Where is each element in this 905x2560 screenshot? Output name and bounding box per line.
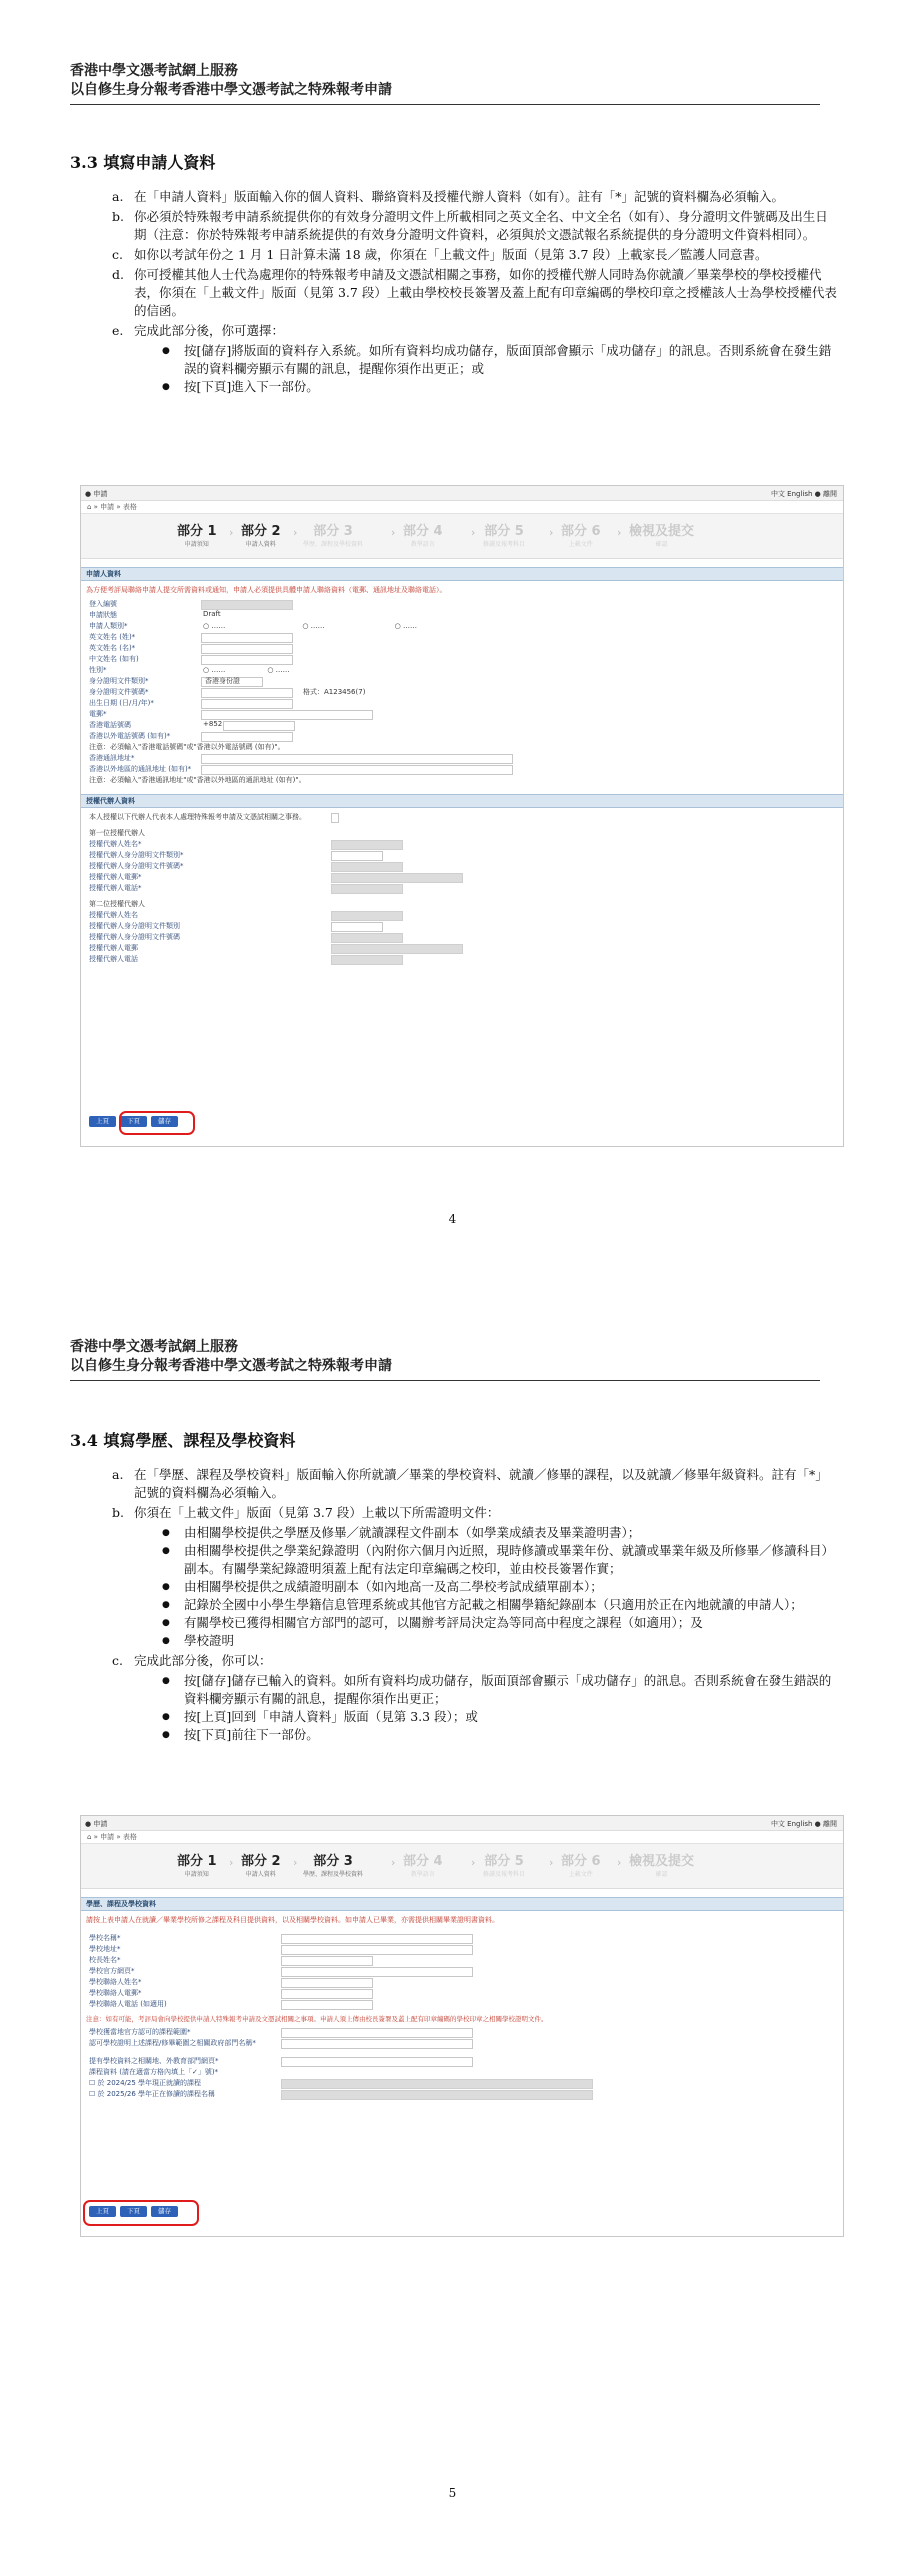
bullet-item: ● 按[儲存]將版面的資料存入系統。如所有資料均成功儲存，版面頂部會顯示「成功儲存」的訊息。否則系統會在發生錯誤的資料欄旁顯示有關的訊息，提醒你須作出更正；或 <box>162 342 838 378</box>
arrow-icon: › <box>617 1856 622 1869</box>
step-sub: 申請須知 <box>184 1871 209 1878</box>
instruction-list <box>112 1466 838 1746</box>
hk-address-input[interactable] <box>201 754 513 764</box>
form-row <box>81 861 843 872</box>
step-5 <box>483 520 525 548</box>
bullet-item: ● 由相關學校提供之學業紀錄證明（內附你六個月內近照，現時修讀或畢業年份、就讀或畢業年級及所修畢／修讀科目）副本。有關學業紀錄證明須蓋上配有法定印章編碼之校印，並由校長簽署作實； <box>162 1542 838 1578</box>
field-label: 授權代辦人身分證明文件類別 <box>89 922 180 930</box>
gov-dept-input[interactable] <box>281 2039 473 2049</box>
given-name-input[interactable] <box>201 644 293 654</box>
header-divider <box>70 104 820 105</box>
field-label: 學校獲當地官方認可的課程範圍* <box>89 2028 191 2036</box>
page-header <box>70 1338 392 1376</box>
form-row <box>81 1966 843 1977</box>
form-row <box>81 850 843 861</box>
step-label: 部分 1 <box>177 524 217 539</box>
menu-apply[interactable]: ● 申請 <box>85 1820 108 1828</box>
agent1-id-type[interactable] <box>331 851 383 861</box>
form-row <box>81 910 843 921</box>
step-indicator <box>81 514 843 559</box>
field-label: 登入編號 <box>89 600 117 608</box>
arrow-icon: › <box>549 1856 554 1869</box>
field-label: 身分證明文件類別* <box>89 677 149 685</box>
step-sub: 學歷、課程及學校資料 <box>303 541 364 548</box>
form-row <box>81 1944 843 1955</box>
field-label: 授權代辦人電郵 <box>89 944 138 952</box>
contact-name-input[interactable] <box>281 1978 373 1988</box>
item-text: 在「學歷、課程及學校資料」版面輸入你所就讀／畢業的學校資料、就讀／修畢的課程，以及就讀／修畢年級資料。註有「*」記號的資料欄為必須輸入。 <box>134 1467 828 1500</box>
arrow-icon: › <box>471 1856 476 1869</box>
form-row <box>81 921 843 932</box>
form-row <box>81 632 843 643</box>
form-row <box>81 654 843 665</box>
arrow-icon: › <box>229 526 234 539</box>
step-5 <box>483 1850 525 1878</box>
field-label: 授權代辦人姓名 <box>89 911 138 919</box>
form-row <box>81 883 843 894</box>
page-5 <box>0 1280 905 2560</box>
field-label: 香港電話號碼 <box>89 721 131 729</box>
form-row <box>81 2078 843 2089</box>
form-row <box>81 698 843 709</box>
arrow-icon: › <box>293 1856 298 1869</box>
step-1 <box>177 520 217 548</box>
field-label: 校長姓名* <box>89 1956 121 1964</box>
form-row <box>81 643 843 654</box>
form-row <box>81 2067 843 2078</box>
gender-radios[interactable]: ○ …… ○ …… <box>203 666 290 674</box>
field-label: 學校官方網頁* <box>89 1967 135 1975</box>
list-item <box>112 1466 838 1502</box>
item-text: 你須在「上載文件」版面（見第 3.7 段）上載以下所需證明文件： <box>134 1505 500 1520</box>
id-type-value: 香港身份證 <box>205 677 240 685</box>
header-line-2: 以自修生身分報考香港中學文憑考試之特殊報考申請 <box>70 82 392 98</box>
bullet-list <box>162 342 838 396</box>
bullet-list <box>162 1672 838 1744</box>
dob-input[interactable] <box>201 699 293 709</box>
step-4 <box>403 1850 443 1878</box>
step-6 <box>561 520 601 548</box>
form-row <box>81 2089 843 2100</box>
field-label: 英文姓名 (姓)* <box>89 633 136 641</box>
list-item <box>112 322 838 396</box>
step-label: 部分 4 <box>403 524 443 539</box>
bullet-item: ● 按[下頁]前往下一部份。 <box>162 1726 838 1744</box>
field-label: 香港通訊地址* <box>89 754 135 762</box>
step-sub: 教學語言 <box>410 541 435 548</box>
field-label: 英文姓名 (名)* <box>89 644 136 652</box>
course-check-2[interactable]: ☐ 於 2025/26 學年正在修讀的課程名稱 <box>89 2090 216 2098</box>
menu-apply[interactable]: ● 申請 <box>85 490 108 498</box>
item-text: 如你以考試年份之 1 月 1 日計算未滿 18 歲，你須在「上載文件」版面（見第 3.7 段）上載家長／監護人同意書。 <box>134 247 768 262</box>
arrow-icon: › <box>549 526 554 539</box>
prev-button[interactable]: 上頁 <box>89 1116 116 1127</box>
header-divider <box>70 1380 820 1381</box>
bullet-item: ● 由相關學校提供之學歷及修畢／就讀課程文件副本（如學業成績表及畢業證明書）； <box>162 1524 838 1542</box>
highlight-box <box>119 1111 195 1135</box>
field-label: 香港以外電話號碼 (如有)* <box>89 732 171 740</box>
overseas-address-input[interactable] <box>201 765 513 775</box>
step-sub: 修讀及報考科目 <box>483 1871 526 1878</box>
step-label: 檢視及提交 <box>629 1854 695 1869</box>
form-row <box>81 1933 843 1944</box>
bullet-item: ● 由相關學校提供之成績證明副本（如內地高一及高二學校考試成績單副本）； <box>162 1578 838 1596</box>
save-button[interactable]: 儲存 <box>151 1116 178 1127</box>
field-label: 授權代辦人身分證明文件號碼* <box>89 862 184 870</box>
item-marker: c. <box>112 1653 123 1668</box>
section-title: 3.3 填寫申請人資料 <box>70 153 216 172</box>
applicant-form-screenshot <box>80 485 844 1147</box>
step-1 <box>177 1850 217 1878</box>
arrow-icon: › <box>471 526 476 539</box>
section-bar: 申請人資料 <box>81 567 843 581</box>
step-label: 部分 6 <box>561 524 601 539</box>
overseas-phone-input[interactable] <box>201 732 293 742</box>
item-marker: a. <box>112 189 124 204</box>
form-row <box>81 2056 843 2067</box>
step-label: 部分 3 <box>313 524 353 539</box>
step-label: 部分 1 <box>177 1854 217 1869</box>
form-row <box>81 665 843 676</box>
step-label: 部分 3 <box>313 1854 353 1869</box>
contact-email-input[interactable] <box>281 1989 373 1999</box>
arrow-icon: › <box>293 526 298 539</box>
id-format-hint: 格式：A123456(7) <box>303 688 366 696</box>
agent2-name[interactable] <box>331 911 403 921</box>
item-marker: c. <box>112 247 123 262</box>
page-number: 4 <box>448 1212 457 1226</box>
list-item <box>112 208 838 244</box>
bullet-list <box>162 1524 838 1650</box>
applicant-type-radios[interactable]: ○ …… ○ …… ○ …… <box>203 622 417 630</box>
list-item <box>112 188 838 206</box>
form-row <box>81 687 843 698</box>
course-scope-input[interactable] <box>281 2028 473 2038</box>
agent2-title: 第二位授權代辦人 <box>89 900 145 908</box>
field-label: 香港以外地區的通訊地址 (如有)* <box>89 765 192 773</box>
school-name-input[interactable] <box>281 1934 473 1944</box>
language-links[interactable]: 中文 English ● 離開 <box>770 490 837 498</box>
form-row <box>81 932 843 943</box>
step-label: 部分 6 <box>561 1854 601 1869</box>
page-header <box>70 62 392 100</box>
step-review <box>629 520 694 548</box>
field-label: 申請狀態 <box>89 611 117 619</box>
step-sub: 申請須知 <box>184 541 209 548</box>
education-form-screenshot <box>80 1815 844 2237</box>
form-row <box>81 1999 843 2010</box>
bullet-item: ● 按[儲存]儲存已輸入的資料。如所有資料均成功儲存，版面頂部會顯示「成功儲存」的訊息。否則系統會在發生錯誤的資料欄旁顯示有關的訊息，提醒你須作出更正； <box>162 1672 838 1708</box>
step-label: 檢視及提交 <box>629 524 695 539</box>
prev-button[interactable]: 上頁 <box>89 2206 116 2217</box>
header-line-1: 香港中學文憑考試網上服務 <box>70 1339 238 1355</box>
login-id-value <box>201 600 293 610</box>
bullet-item: ● 按[上頁]回到「申請人資料」版面（見第 3.3 段）；或 <box>162 1708 838 1726</box>
list-item <box>112 1652 838 1744</box>
field-label: 授權代辦人電郵* <box>89 873 142 881</box>
step-3 <box>303 520 363 548</box>
form-row <box>81 2038 843 2056</box>
form-row <box>81 1955 843 1966</box>
header-line-1: 香港中學文憑考試網上服務 <box>70 63 238 79</box>
agent-checkbox[interactable] <box>331 813 339 823</box>
school-address-input[interactable] <box>281 1945 473 1955</box>
next-button[interactable]: 下頁 <box>120 2206 147 2217</box>
form-row <box>81 599 843 610</box>
status-value: Draft <box>203 610 221 618</box>
field-label: 申請人類別* <box>89 622 128 630</box>
school-fields <box>81 1933 843 2100</box>
step-sub: 學歷、課程及學校資料 <box>303 1871 364 1878</box>
field-label: 學校聯絡人姓名* <box>89 1978 142 1986</box>
item-marker: b. <box>112 209 124 224</box>
agent2-email[interactable] <box>331 944 463 954</box>
form-row <box>81 709 843 720</box>
form-row <box>81 764 843 775</box>
address-note: 注意：必須輸入"香港通訊地址"或"香港以外地區的通訊地址 (如有)"。 <box>89 776 306 784</box>
step-sub: 確認 <box>655 541 668 548</box>
form-row <box>81 954 843 965</box>
step-sub: 上載文件 <box>568 1871 593 1878</box>
item-marker: a. <box>112 1467 124 1482</box>
course-2-input[interactable] <box>281 2090 593 2100</box>
form-row <box>81 775 843 786</box>
agent1-email[interactable] <box>331 873 463 883</box>
field-label: 中文姓名 (如有) <box>89 655 139 663</box>
bullet-item: ● 記錄於全國中小學生學籍信息管理系統或其他官方記載之相關學籍紀錄副本（只適用於正在內地就讀的申請人）； <box>162 1596 838 1614</box>
step-label: 部分 4 <box>403 1854 443 1869</box>
bullet-item: ● 按[下頁]進入下一部份。 <box>162 378 838 396</box>
school-note: 注意：如有可能，考評局會向學校提供申請人特殊報考申請及文憑試相關之事項。申請人須上傳由校長簽署及蓋上配有印章編碼的學校印章之相關學校證明文件。 <box>86 2015 548 2023</box>
agent2-id-number[interactable] <box>331 933 403 943</box>
form-row <box>81 621 843 632</box>
list-item <box>112 246 838 264</box>
form-row <box>81 899 843 910</box>
course-1-input[interactable] <box>281 2079 593 2089</box>
form-row <box>81 1988 843 1999</box>
field-label: 學校地址* <box>89 1945 121 1953</box>
edu-dept-website-input[interactable] <box>281 2057 473 2067</box>
form-note: 為方便考評局聯絡申請人提交所需資料或通知，申請人必須提供具體申請人聯絡資料（電郵、通訊地址及聯絡電話）。 <box>86 586 447 594</box>
field-label: 出生日期 (日/月/年)* <box>89 699 154 707</box>
breadcrumb: ⌂ » 申請 » 表格 <box>81 501 843 514</box>
school-website-input[interactable] <box>281 1967 473 1977</box>
field-label: 學校聯絡人電郵* <box>89 1989 142 1997</box>
next-button[interactable]: 下頁 <box>120 1116 147 1127</box>
step-label: 部分 2 <box>241 1854 281 1869</box>
step-label: 部分 5 <box>484 1854 524 1869</box>
step-sub: 修讀及報考科目 <box>483 541 526 548</box>
check-label: 於 2025/26 學年正在修讀的課程名稱 <box>97 2090 216 2098</box>
surname-input[interactable] <box>201 633 293 643</box>
step-sub: 申請人資料 <box>245 541 276 548</box>
form-row <box>81 676 843 687</box>
item-text: 你可授權其他人士代為處理你的特殊報考申請及文憑試相關之事務，如你的授權代辦人同時為你就讀／畢業學校的學校授權代表，你須在「上載文件」版面（見第 3.7 段）上載由學校校長簽署及蓋上配有印章編碼的學校印章之授權該人士為學校授權代表的信函。 <box>134 267 837 318</box>
field-label: 授權代辦人身分證明文件類別* <box>89 851 184 859</box>
section-title: 3.4 填寫學歷、課程及學校資料 <box>70 1431 296 1450</box>
page-number: 5 <box>448 2486 457 2500</box>
agent2-phone[interactable] <box>331 955 403 965</box>
step-4 <box>403 520 443 548</box>
email-input[interactable] <box>201 710 373 720</box>
step-2 <box>241 520 281 548</box>
id-number-input[interactable] <box>201 688 293 698</box>
field-label: 授權代辦人姓名* <box>89 840 142 848</box>
agent-section-bar: 授權代辦人資料 <box>81 794 843 808</box>
field-label: 授權代辦人電話* <box>89 884 142 892</box>
item-text: 完成此部分後，你可選擇： <box>134 323 285 338</box>
form-row <box>81 828 843 839</box>
language-links[interactable]: 中文 English ● 離開 <box>770 1820 837 1828</box>
arrow-icon: › <box>229 1856 234 1869</box>
item-marker: e. <box>112 323 124 338</box>
item-marker: d. <box>112 267 124 282</box>
agent2-id-type[interactable] <box>331 922 383 932</box>
step-sub: 上載文件 <box>568 541 593 548</box>
hk-phone-input[interactable] <box>223 721 295 731</box>
item-text: 在「申請人資料」版面輸入你的個人資料、聯絡資料及授權代辦人資料（如有）。註有「*」記號的資料欄為必須輸入。 <box>134 189 785 204</box>
check-label: 於 2024/25 學年現正就讀的課程 <box>97 2079 202 2087</box>
step-sub: 申請人資料 <box>245 1871 276 1878</box>
step-2 <box>241 1850 281 1878</box>
form-row <box>81 731 843 742</box>
field-label: 電郵* <box>89 710 107 718</box>
field-label: 授權代辦人身分證明文件號碼 <box>89 933 180 941</box>
step-label: 部分 2 <box>241 524 281 539</box>
field-label: 學校聯絡人電話 (如適用) <box>89 2000 167 2008</box>
form-row <box>81 943 843 954</box>
step-sub: 教學語言 <box>410 1871 435 1878</box>
agent1-title: 第一位授權代辦人 <box>89 829 145 837</box>
chinese-name-input[interactable] <box>201 655 293 665</box>
contact-phone-input[interactable] <box>281 2000 373 2010</box>
step-indicator <box>81 1844 843 1889</box>
topbar <box>81 1816 843 1831</box>
bullet-item: ● 有關學校已獲得相關官方部門的認可，以關辦考評局決定為等同高中程度之課程（如適用）；及 <box>162 1614 838 1632</box>
form-note: 請按上表申請人在就讀／畢業學校所修之課程及科目提供資料，以及相關學校資料。如申請人已畢業，亦需提供相關畢業證明書資料。 <box>86 1916 499 1924</box>
hk-code-value: +852 <box>203 720 223 728</box>
phone-note: 注意：必須輸入"香港電話號碼"或"香港以外電話號碼 (如有)"。 <box>89 743 285 751</box>
field-label: 身分證明文件號碼* <box>89 688 149 696</box>
step-6 <box>561 1850 601 1878</box>
form-row <box>81 812 843 823</box>
save-button[interactable]: 儲存 <box>151 2206 178 2217</box>
field-label: 授權代辦人電話 <box>89 955 138 963</box>
agent1-name[interactable] <box>331 840 403 850</box>
item-text: 完成此部分後，你可以： <box>134 1653 272 1668</box>
topbar <box>81 486 843 501</box>
header-line-2: 以自修生身分報考香港中學文憑考試之特殊報考申請 <box>70 1358 392 1374</box>
form-row <box>81 720 843 731</box>
field-label: 提有學校資料之相關地、外教育部門網頁* <box>89 2057 219 2065</box>
arrow-icon: › <box>617 526 622 539</box>
field-label: 認可學校證明上述課程/修畢範圍之相關政府部門名稱* <box>89 2039 256 2047</box>
item-text: 你必須於特殊報考申請系統提供你的有效身分證明文件上所載相同之英文全名、中文全名（如有）、身分證明文件號碼及出生日期（注意：你於特殊報考申請系統提供的有效身分證明文件資料，必須與於文憑試報名系統提供的身分證明文件資料相同）。 <box>134 209 828 242</box>
field-label: 性別* <box>89 666 107 674</box>
item-marker: b. <box>112 1505 124 1520</box>
list-item <box>112 1504 838 1650</box>
field-label: 課程資料 (請在適當方格內填上「✓」號)* <box>89 2068 219 2076</box>
breadcrumb: ⌂ » 申請 » 表格 <box>81 1831 843 1844</box>
form-row <box>81 1977 843 1988</box>
arrow-icon: › <box>391 1856 396 1869</box>
agent1-phone[interactable] <box>331 884 403 894</box>
applicant-fields <box>81 599 843 786</box>
course-check-1[interactable]: ☐ 於 2024/25 學年現正就讀的課程 <box>89 2079 202 2087</box>
form-row <box>81 610 843 621</box>
form-row <box>81 839 843 850</box>
principal-name-input[interactable] <box>281 1956 373 1966</box>
step-label: 部分 5 <box>484 524 524 539</box>
form-row <box>81 2027 843 2038</box>
step-review <box>629 1850 694 1878</box>
field-label: 學校名稱* <box>89 1934 121 1942</box>
step-3 <box>303 1850 363 1878</box>
arrow-icon: › <box>391 526 396 539</box>
step-sub: 確認 <box>655 1871 668 1878</box>
form-row <box>81 742 843 753</box>
section-bar: 學歷、課程及學校資料 <box>81 1897 843 1911</box>
form-row <box>81 872 843 883</box>
agent-question: 本人授權以下代辦人代表本人處理特殊報考申請及文憑試相關之事務。 <box>89 813 306 821</box>
form-row <box>81 753 843 764</box>
bullet-item: ● 學校證明 <box>162 1632 838 1650</box>
instruction-list <box>112 188 838 398</box>
agent1-id-number[interactable] <box>331 862 403 872</box>
highlight-box <box>83 2200 199 2226</box>
list-item <box>112 266 838 320</box>
